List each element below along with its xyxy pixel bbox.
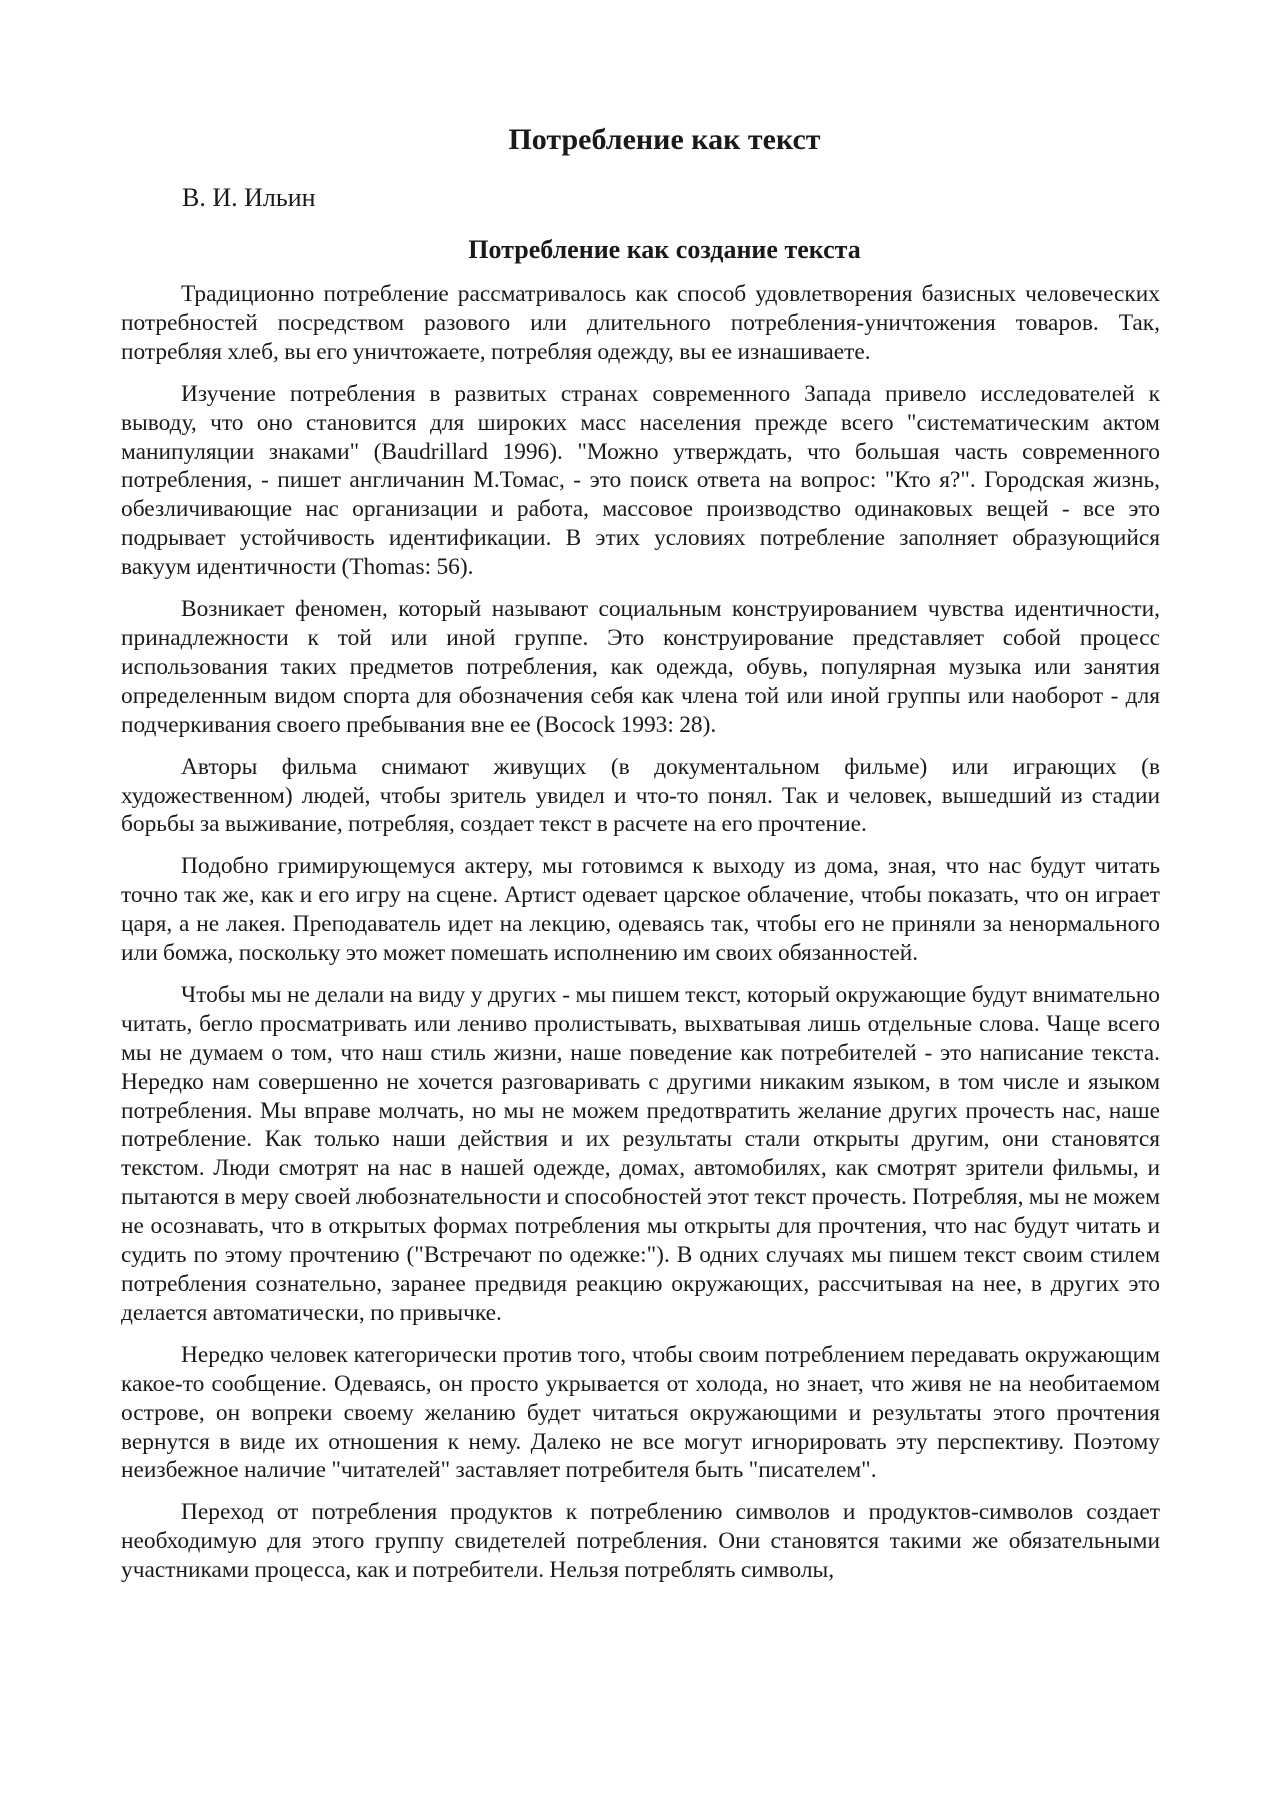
- section-title: Потребление как создание текста: [468, 235, 861, 264]
- author-name: В. И. Ильин: [182, 183, 316, 212]
- paragraph-5: Подобно гримирующемуся актеру, мы готовимся к выходу из дома, зная, что нас будут читать точно так же, как и его игру на сцене. Артист одевает царское облачение, чтобы показать, что он играет царя, а не лакея. Преподаватель идет на лекцию, одеваясь так, чтобы его не приняли за ненормального или бомжа, поскольку это может помешать исполнению им своих обязанностей.: [121, 853, 1160, 967]
- document-page: [121, 118, 1160, 1598]
- paragraph-6: Чтобы мы не делали на виду у других - мы пишем текст, который окружающие будут внимательно читать, бегло просматривать или лениво пролистывать, выхватывая лишь отдельные слова. Чаще всего мы не думаем о том, что наш стиль жизни, наше поведение как потребителей - это написание текста. Нередко нам совершенно не хочется разговаривать с другими никаким языком, в том числе и языком потребления. Мы вправе молчать, но мы не можем предотвратить желание других прочесть нас, наше потребление. Как только наши действия и их результаты стали открыты другим, они становятся текстом. Люди смотрят на нас в нашей одежде, домах, автомобилях, как смотрят зрители фильмы, и пытаются в меру своей любознательности и способностей этот текст прочесть. Потребляя, мы не можем не осознавать, что в открытых формах потребления мы открыты для прочтения, что нас будут читать и судить по этому прочтению ("Встречают по одежке:"). В одних случаях мы пишем текст своим стилем потребления сознательно, заранее предвидя реакцию окружающих, рассчитывая на нее, в других это делается автоматически, по привычке.: [121, 981, 1160, 1326]
- paragraph-8: Переход от потребления продуктов к потреблению символов и продуктов-символов создает необходимую для этого группу свидетелей потребления. Они становятся такими же обязательными участниками процесса, как и потребители. Нельзя потреблять символы,: [121, 1499, 1160, 1584]
- paragraph-1: Традиционно потребление рассматривалось как способ удовлетворения базисных человеческих потребностей посредством разового или длительного потребления-уничтожения товаров. Так, потребляя хлеб, вы его уничтожаете, потребляя одежду, вы ее изнашиваете.: [121, 281, 1160, 365]
- paragraph-3: Возникает феномен, который называют социальным конструированием чувства идентичности, принадлежности к той или иной группе. Это конструирование представляет собой процесс использования таких предметов потребления, как одежда, обувь, популярная музыка или занятия определенным видом спорта для обозначения себя как члена той или иной группы или наоборот - для подчеркивания своего пребывания вне ее (Bocock 1993: 28).: [121, 596, 1160, 738]
- paragraph-4: Авторы фильма снимают живущих (в документальном фильме) или играющих (в художественном) людей, чтобы зритель увидел и что-то понял. Так и человек, вышедший из стадии борьбы за выживание, потребляя, создает текст в расчете на его прочтение.: [121, 753, 1160, 838]
- paragraph-7: Нередко человек категорически против того, чтобы своим потреблением передавать окружающим какое-то сообщение. Одеваясь, он просто укрывается от холода, но знает, что живя не на необитаемом острове, он вопреки своему желанию будет читаться окружающими и результаты этого прочтения вернутся в виде их отношения к нему. Далеко не все могут игнорировать эту перспективу. Поэтому неизбежное наличие "читателей" заставляет потребителя быть "писателем".: [121, 1341, 1160, 1484]
- paragraph-2: Изучение потребления в развитых странах современного Запада привело исследователей к выводу, что оно становится для широких масс населения прежде всего "систематическим актом манипуляции знаками" (Baudrillard 1996). "Можно утверждать, что большая часть современного потребления, - пишет англичанин М.Томас, - это поиск ответа на вопрос: "Кто я?". Городская жизнь, обезличивающие нас организации и работа, массовое производство одинаковых вещей - все это подрывает устойчивость идентификации. В этих условиях потребление заполняет образующийся вакуум идентичности (Thomas: 56).: [121, 380, 1160, 581]
- document-title: Потребление как текст: [508, 123, 821, 156]
